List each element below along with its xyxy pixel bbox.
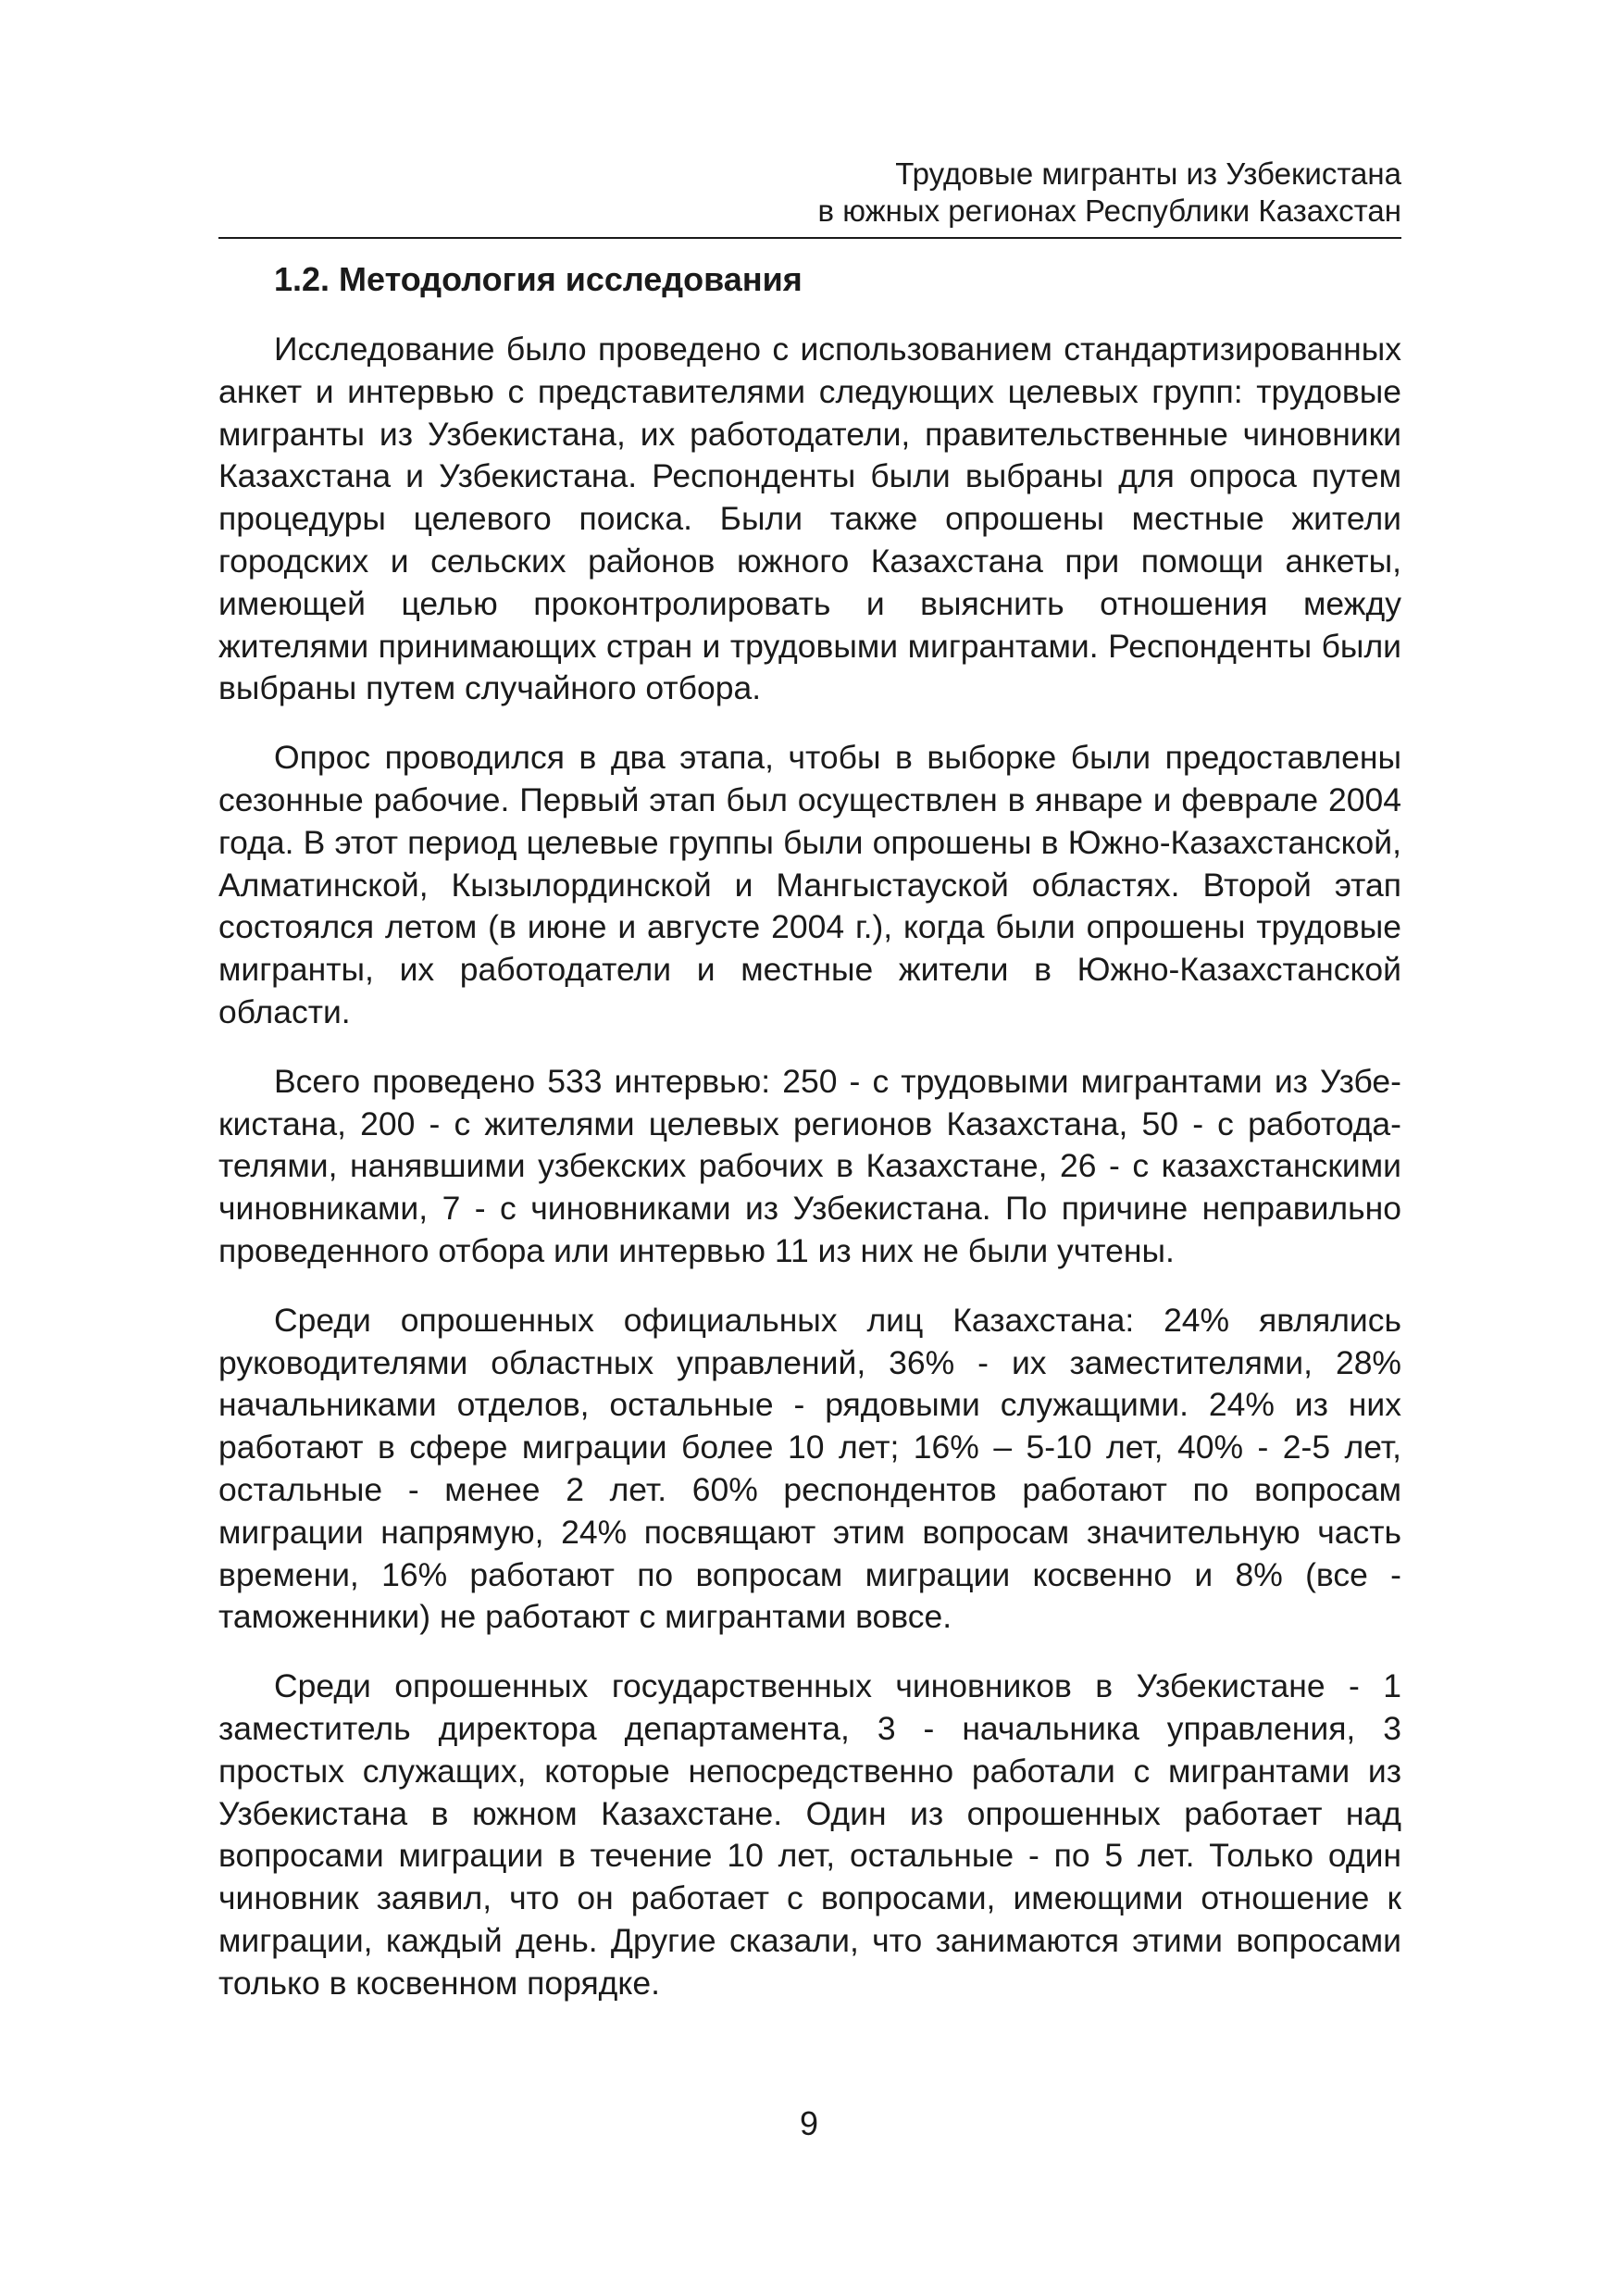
paragraph-1: Исследование было проведено с использованием стандартизированных анкет и интервью с представителями следующих целевых групп: трудовые мигранты из Узбекистана, их работодатели, правительственные чиновники Казахстана и Узбекистана. Респонденты были выбраны для опроса путем процедуры целевого поиска. Были также опрошены местные жители городских и сельских районов южного Казахстана при помощи анкеты, имеющей целью проконтролировать и выяснить отношения между жителями принимающих стран и трудовыми мигрантами. Респонденты были выбраны путем случайного отбора. bbox=[218, 331, 1401, 707]
running-header bbox=[218, 156, 1401, 230]
running-header-line-1: Трудовые мигранты из Узбекистана bbox=[895, 156, 1401, 191]
header-rule bbox=[218, 237, 1401, 239]
running-header-line-2: в южных регионах Республики Казахстан bbox=[817, 193, 1401, 228]
paragraph-5: Среди опрошенных государственных чиновников в Узбекистане - 1 заместитель директора департамента, 3 - начальника управления, 3 простых служащих, которые непосредственно работали с мигрантами из Узбекистана в южном Казахстане. Один из опрошенных работает над вопросами миграции в течение 10 лет, остальные - по 5 лет. Только один чиновник заявил, что он работает с вопросами, имеющими отношение к миграции, каждый день. Другие сказали, что занимаются этими вопросами только в косвенном порядке. bbox=[218, 1667, 1401, 2002]
paragraph-3: Всего проведено 533 интервью: 250 - с трудовыми мигрантами из Узбекистана, 200 - с жителями целевых регионов Казахстана, 50 - с работодателями, нанявшими узбекских рабочих в Казахстане, 26 - с казахстанскими чиновниками, 7 - с чиновниками из Узбекистана. По причине неправильно проведенного отбора или интервью 11 из них не были учтены. bbox=[218, 1062, 1401, 1269]
section-title: 1.2. Методология исследования bbox=[274, 260, 803, 298]
paragraph-2: Опрос проводился в два этапа, чтобы в выборке были предоставлены сезонные рабочие. Первый этап был осуществлен в январе и феврале 2004 года. В этот период целевые группы были опрошены в Южно-Казахстанской, Алматинской, Кызылординской и Мангыстауской областях. Второй этап состоялся летом (в июне и августе 2004 г.), когда были опрошены трудовые мигранты, их работодатели и местные жители в Южно-Казахстанской области. bbox=[218, 739, 1401, 1030]
paragraph-4: Среди опрошенных официальных лиц Казахстана: 24% являлись руководителями областных управлений, 36% - их заместителями, 28% начальниками отделов, остальные - рядовыми служащими. 24% из них работают в сфере миграции более 10 лет; 16% – 5-10 лет, 40% - 2-5 лет, остальные - менее 2 лет. 60% респондентов работают по вопросам миграции напрямую, 24% посвящают этим вопросам значительную часть времени, 16% работают по вопросам миграции косвенно и 8% (все - таможенники) не работают с мигрантами вовсе. bbox=[218, 1301, 1401, 1636]
page-number: 9 bbox=[799, 2104, 819, 2142]
body-text bbox=[218, 329, 1401, 2031]
